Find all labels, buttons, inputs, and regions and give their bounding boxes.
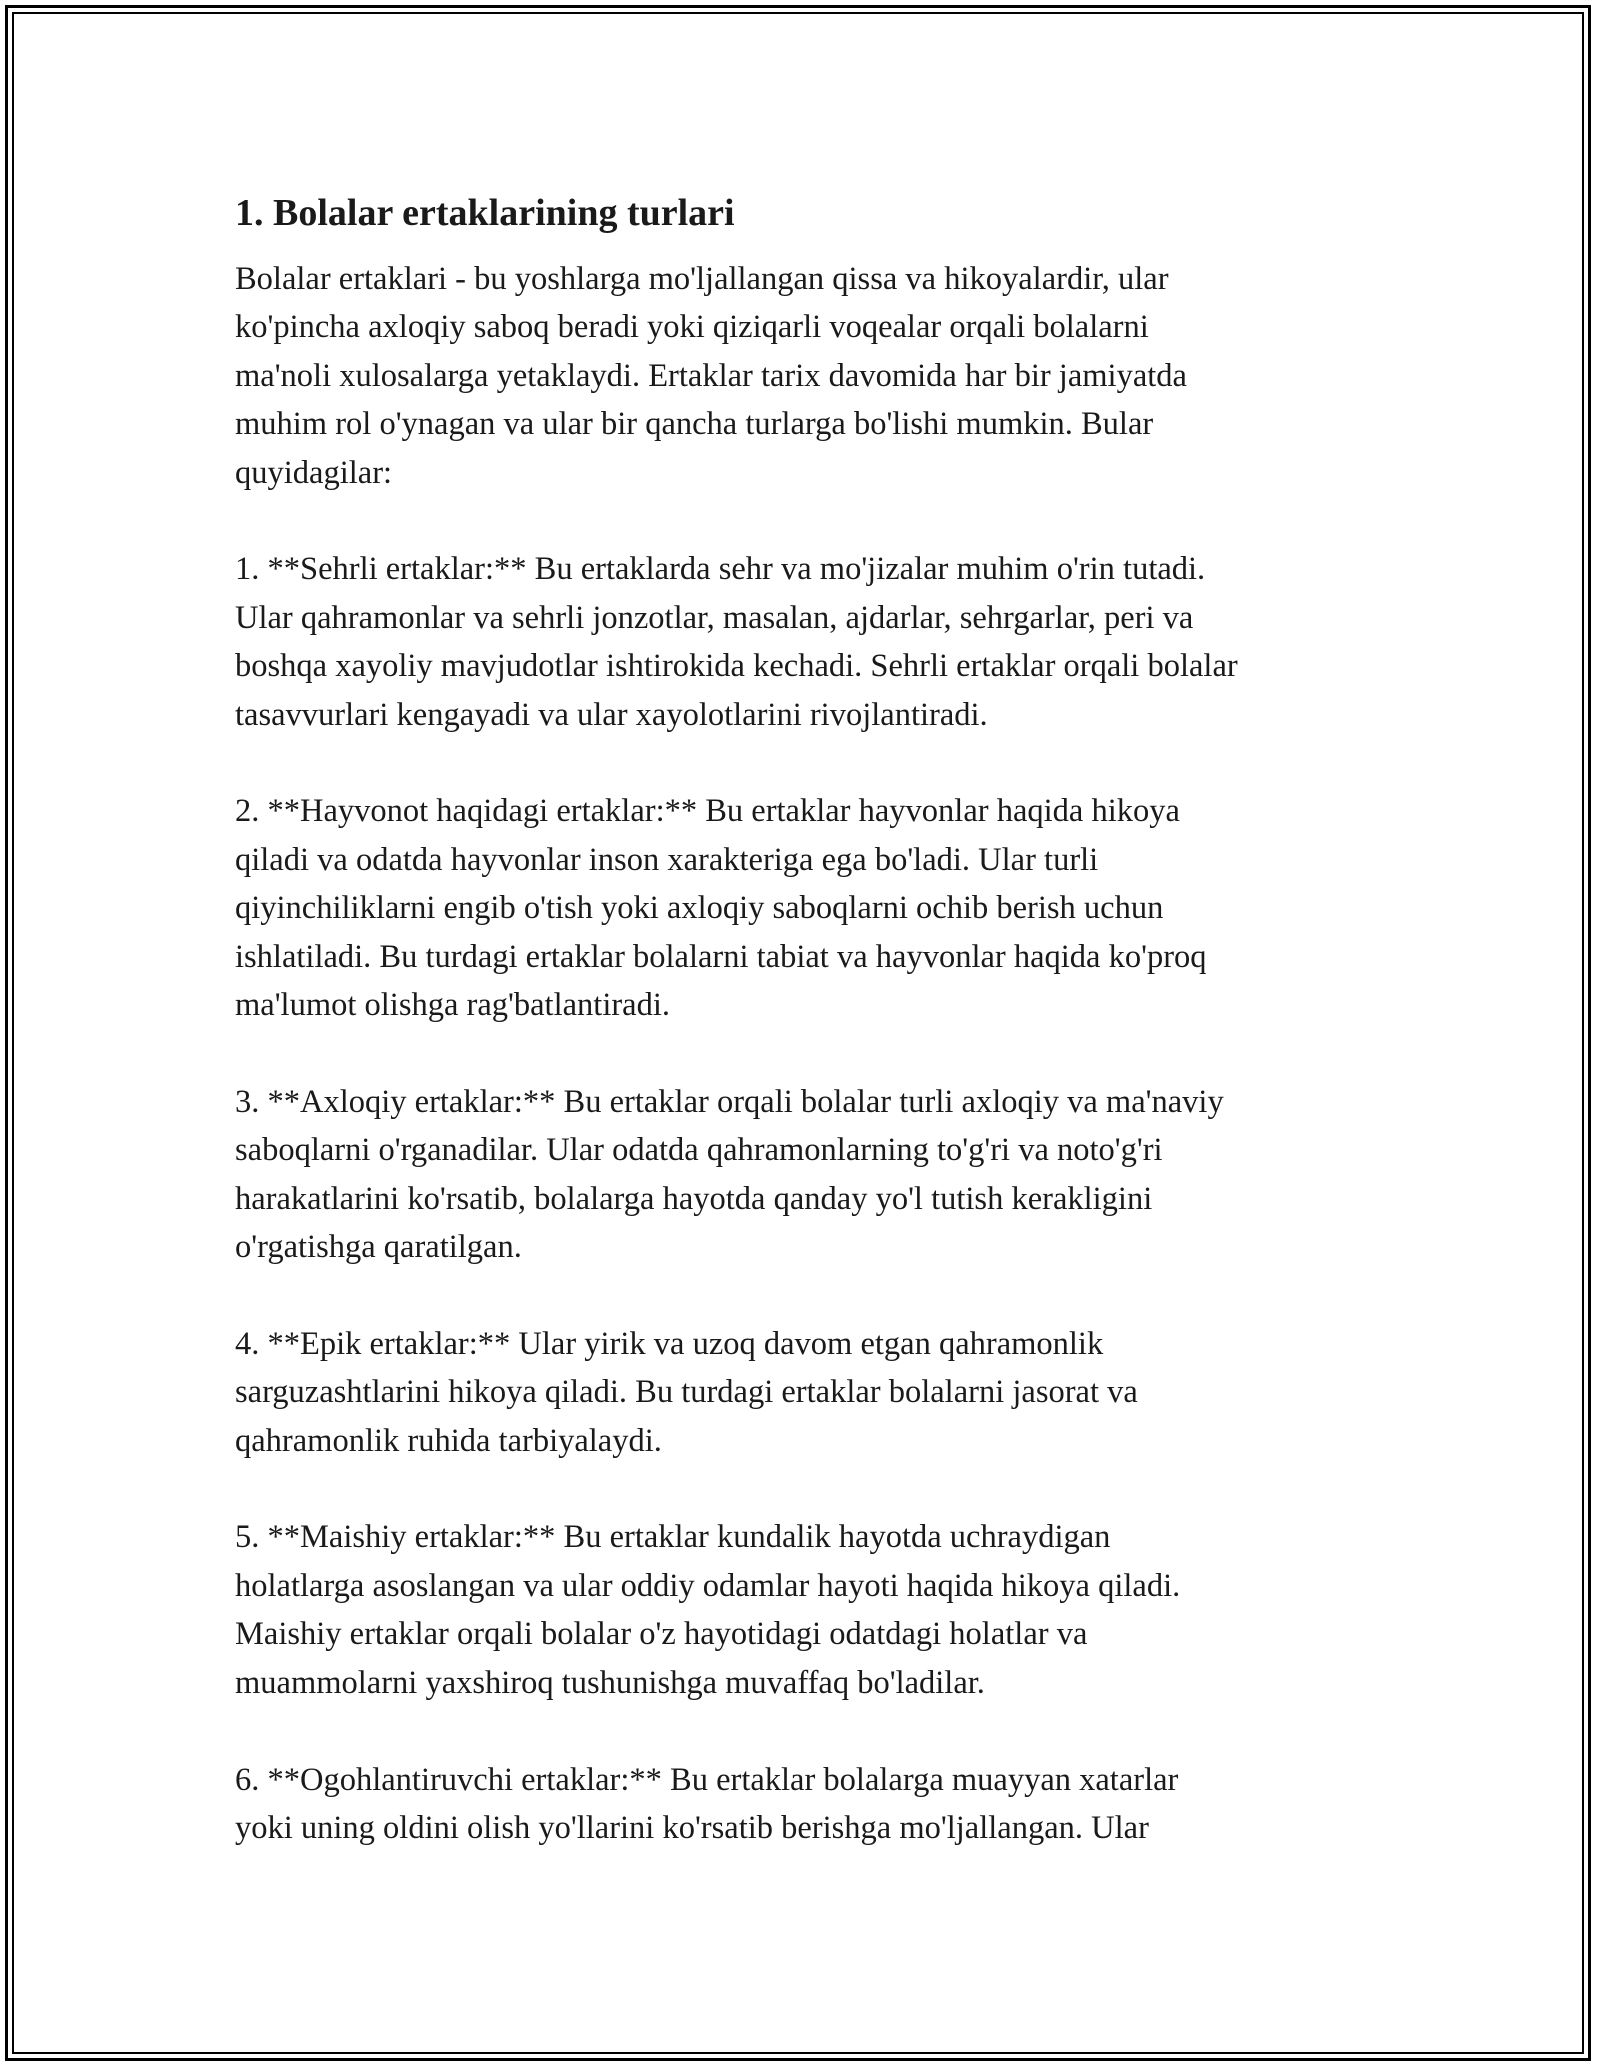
intro-paragraph — [235, 255, 1375, 497]
text-line: 2. **Hayvonot haqidagi ertaklar:** Bu ertaklar hayvonlar haqida hikoya — [235, 793, 1180, 830]
text-line: muhim rol o'ynagan va ular bir qancha turlarga bo'lishi mumkin. Bular — [235, 406, 1154, 443]
text-line: 4. **Epik ertaklar:** Ular yirik va uzoq davom etgan qahramonlik — [235, 1325, 1104, 1362]
text-line: 1. **Sehrli ertaklar:** Bu ertaklarda sehr va mo'jizalar muhim o'rin tutadi. — [235, 551, 1206, 588]
list-item-axloqiy — [235, 1078, 1375, 1272]
text-line: 6. **Ogohlantiruvchi ertaklar:** Bu ertaklar bolalarga muayyan xatarlar — [235, 1761, 1179, 1798]
text-line: 5. **Maishiy ertaklar:** Bu ertaklar kundalik hayotda uchraydigan — [235, 1519, 1111, 1556]
text-line: yoki uning oldini olish yo'llarini ko'rsatib berishga mo'ljallangan. Ular — [235, 1809, 1149, 1846]
text-line: ko'pincha axloqiy saboq beradi yoki qiziqarli voqealar orqali bolalarni — [235, 309, 1149, 346]
text-line: qiladi va odatda hayvonlar inson xarakteriga ega bo'ladi. Ular turli — [235, 841, 1099, 878]
text-line: 3. **Axloqiy ertaklar:** Bu ertaklar orqali bolalar turli axloqiy va ma'naviy — [235, 1083, 1224, 1120]
text-line: harakatlarini ko'rsatib, bolalarga hayotda qanday yo'l tutish kerakligini — [235, 1180, 1153, 1217]
text-line: quyidagilar: — [235, 454, 393, 491]
text-line: ma'lumot olishga rag'batlantiradi. — [235, 987, 671, 1024]
text-line: holatlarga asoslangan va ular oddiy odamlar hayoti haqida hikoya qiladi. — [235, 1567, 1181, 1604]
list-item-sehrli — [235, 545, 1375, 739]
text-line: sarguzashtlarini hikoya qiladi. Bu turdagi ertaklar bolalarni jasorat va — [235, 1374, 1138, 1411]
list-item-ogohlantiruvchi — [235, 1756, 1375, 1853]
text-line: Maishiy ertaklar orqali bolalar o'z hayotidagi odatdagi holatlar va — [235, 1616, 1088, 1653]
list-item-epik — [235, 1320, 1375, 1465]
section-heading: 1. Bolalar ertaklarining turlari — [235, 192, 735, 234]
text-line: o'rgatishga qaratilgan. — [235, 1229, 522, 1266]
list-item-hayvonot — [235, 787, 1375, 1029]
text-line: qiyinchiliklarni engib o'tish yoki axloqiy saboqlarni ochib berish uchun — [235, 890, 1164, 927]
text-line: saboqlarni o'rganadilar. Ular odatda qahramonlarning to'g'ri va noto'g'ri — [235, 1132, 1163, 1169]
text-line: ishlatiladi. Bu turdagi ertaklar bolalarni tabiat va hayvonlar haqida ko'proq — [235, 938, 1207, 975]
text-line: qahramonlik ruhida tarbiyalaydi. — [235, 1422, 662, 1459]
text-line: tasavvurlari kengayadi va ular xayolotlarini rivojlantiradi. — [235, 696, 988, 733]
text-line: ma'noli xulosalarga yetaklaydi. Ertaklar tarix davomida har bir jamiyatda — [235, 357, 1187, 394]
text-line: Ular qahramonlar va sehrli jonzotlar, masalan, ajdarlar, sehrgarlar, peri va — [235, 599, 1194, 636]
document-body — [235, 187, 1375, 1901]
text-line: muammolarni yaxshiroq tushunishga muvaffaq bo'ladilar. — [235, 1664, 985, 1701]
text-line: boshqa xayoliy mavjudotlar ishtirokida kechadi. Sehrli ertaklar orqali bolalar — [235, 648, 1238, 685]
text-line: Bolalar ertaklari - bu yoshlarga mo'ljallangan qissa va hikoyalardir, ular — [235, 261, 1169, 297]
list-item-maishiy — [235, 1513, 1375, 1707]
